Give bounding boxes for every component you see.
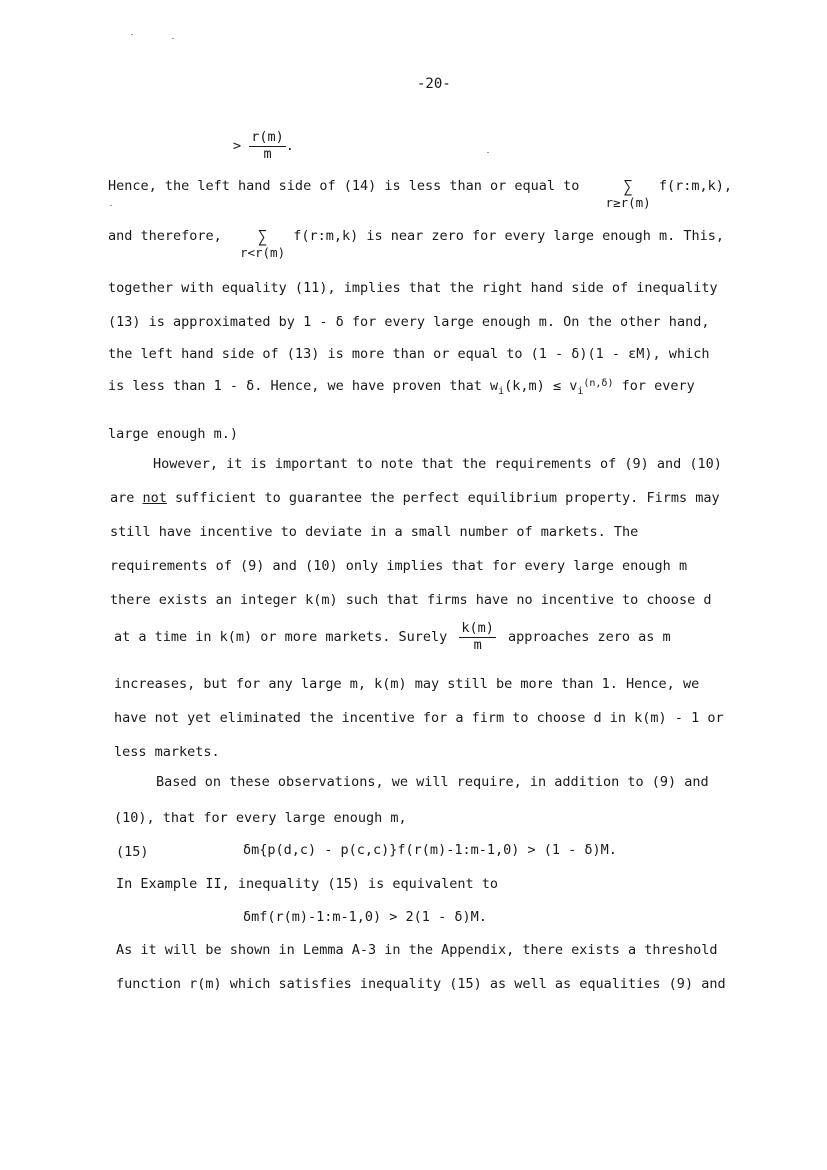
text-line: As it will be shown in Lemma A-3 in the Appendix, there exists a threshold <box>116 942 718 958</box>
sum-subscript: r≥r(m) <box>605 194 651 210</box>
text-segment: f(r:m,k) is near zero for every large enough m. This, <box>293 228 725 244</box>
text-segment: (k,m) ≤ v <box>504 378 578 394</box>
text-line: the left hand side of (13) is more than or equal to (1 - δ)(1 - εM), which <box>108 346 710 362</box>
text-line: increases, but for any large m, k(m) may still be more than 1. Hence, we <box>114 676 700 692</box>
text-line: large enough m.) <box>108 426 239 442</box>
summation <box>240 228 285 259</box>
text-line-is-less <box>108 378 695 397</box>
equation-example: δmf(r(m)-1:m-1,0) > 2(1 - δ)M. <box>243 909 487 925</box>
text-line: (10), that for every large enough m, <box>114 810 407 826</box>
superscript: (n,δ) <box>583 378 614 389</box>
equation-15: δm{p(d,c) - p(c,c)}f(r(m)-1:m-1,0) > (1 - δ)M. <box>243 842 617 858</box>
text-segment: are <box>110 490 143 506</box>
equation-r-over-m <box>233 130 294 162</box>
text-segment: is less than 1 - δ. Hence, we have proven that w <box>108 378 499 394</box>
text-segment: Hence, the left hand side of (14) is less than or equal to <box>108 178 580 194</box>
period: . <box>285 138 294 155</box>
sigma-symbol: ∑ <box>623 177 633 196</box>
page-number: -20- <box>417 76 451 92</box>
fraction <box>249 130 286 162</box>
text-line-and <box>108 228 724 259</box>
text-segment: and therefore, <box>108 228 222 244</box>
gt-sign: > <box>233 138 242 155</box>
text-line: together with equality (11), implies that the right hand side of inequality <box>108 280 718 296</box>
numerator: k(m) <box>461 620 494 636</box>
denominator: m <box>263 145 272 162</box>
paragraph-start-however: However, it is important to note that the requirements of (9) and (10) <box>153 456 722 472</box>
text-line-hence <box>108 178 732 209</box>
summation <box>606 178 651 209</box>
sum-subscript: r<r(m) <box>239 244 286 260</box>
text-segment: sufficient to guarantee the perfect equilibrium property. Firms may <box>166 490 720 506</box>
text-line: In Example II, inequality (15) is equivalent to <box>116 876 499 892</box>
subscript: i <box>498 386 505 397</box>
denominator: m <box>473 636 482 653</box>
fraction <box>459 621 496 653</box>
text-segment: at a time in k(m) or more markets. Surely <box>114 629 448 646</box>
text-line: requirements of (9) and (10) only implies that for every large enough m <box>110 558 688 574</box>
text-line: there exists an integer k(m) such that firms have no incentive to choose d <box>110 592 712 608</box>
equation-label-15: (15) <box>116 844 149 860</box>
text-line: less markets. <box>114 744 220 760</box>
text-segment: f(r:m,k), <box>658 178 732 194</box>
text-segment: approaches zero as m <box>508 629 671 646</box>
text-line: (13) is approximated by 1 - δ for every large enough m. On the other hand, <box>108 314 710 330</box>
text-line: function r(m) which satisfies inequality (15) as well as equalities (9) and <box>116 976 726 992</box>
underlined-word: not <box>142 490 167 506</box>
paragraph-start-based: Based on these observations, we will require, in addition to (9) and <box>156 774 709 790</box>
text-line: have not yet eliminated the incentive for a firm to choose d in k(m) - 1 or <box>114 710 724 726</box>
text-line-at-a-time <box>114 621 671 653</box>
numerator: r(m) <box>251 129 284 145</box>
sigma-symbol: ∑ <box>257 227 268 246</box>
text-line-are-not <box>110 490 720 506</box>
text-line: still have incentive to deviate in a small number of markets. The <box>110 524 639 540</box>
subscript: i <box>577 386 584 397</box>
text-segment: for every <box>613 378 695 394</box>
